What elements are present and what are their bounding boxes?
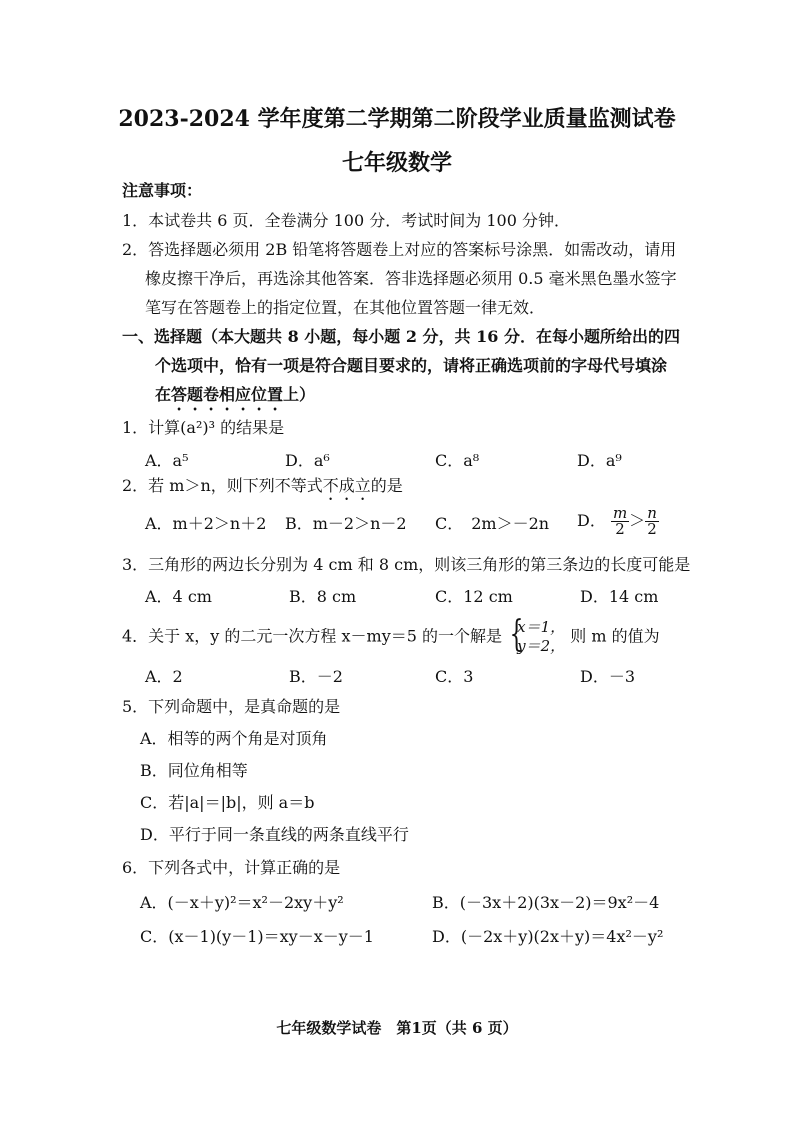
question-3-stem: 3．三角形的两边长分别为 4 cm 和 8 cm，则该三角形的第三条边的长度可能是 (122, 555, 691, 574)
question-2-stem (122, 475, 403, 504)
question-6-option-b: B．(－3x＋2)(3x－2)＝9x²－4 (432, 893, 660, 912)
question-3-option-a: A．4 cm (145, 587, 212, 606)
question-6-option-a: A．(－x＋y)²＝x²－2xy＋y² (140, 893, 344, 912)
question-1-option-c: C．a⁸ (435, 451, 480, 470)
brace-symbol: { (509, 614, 524, 655)
notes-heading: 注意事项： (122, 181, 203, 200)
question-3-option-d: D．14 cm (580, 587, 659, 606)
question-1-option-d: D．a⁹ (577, 451, 622, 470)
question-2-stem-pre: 2．若 m＞n，则下列不等式 (122, 476, 323, 495)
question-1-stem: 1．计算(a²)³ 的结果是 (122, 418, 285, 437)
fraction-n-over-2 (645, 506, 659, 537)
question-1-option-b: D．a⁶ (285, 451, 330, 470)
question-2-option-d (577, 506, 659, 537)
question-5-option-d: D．平行于同一条直线的两条直线平行 (140, 825, 409, 844)
fraction-numerator: m (612, 504, 628, 522)
question-2-option-b: B．m－2＞n－2 (285, 514, 407, 533)
section1-line-3 (155, 384, 315, 414)
note-line-4: 笔写在答题卷上的指定位置，在其他位置答题一律无效． (145, 298, 546, 317)
question-5-option-a: A．相等的两个角是对顶角 (140, 729, 328, 748)
question-6-stem: 6．下列各式中，计算正确的是 (122, 858, 341, 877)
question-5-option-c: C．若|a|＝|b|，则 a＝b (140, 793, 315, 812)
question-4-option-c: C．3 (435, 667, 474, 686)
question-2-option-c: C． 2m＞－2n (435, 514, 550, 533)
question-4-option-b: B．－2 (289, 667, 343, 686)
fraction-denominator: 2 (647, 520, 657, 538)
fraction-denominator: 2 (615, 520, 625, 538)
section1-line-2: 个选项中，恰有一项是符合题目要求的，请将正确选项前的字母代号填涂 (155, 356, 668, 375)
fraction-m-over-2 (611, 506, 629, 537)
question-2-stem-post: 的是 (370, 476, 403, 495)
question-5-stem: 5．下列命题中，是真命题的是 (122, 697, 341, 716)
question-6-option-d: D．(－2x＋y)(2x＋y)＝4x²－y² (432, 927, 664, 946)
page-title: 2023-2024 学年度第二学期第二阶段学业质量监测试卷 (118, 106, 676, 132)
question-4-stem-pre: 4．关于 x，y 的二元一次方程 x－my＝5 的一个解是 (122, 626, 503, 646)
question-4-option-a: A．2 (145, 667, 183, 686)
question-2-option-a: A．m＋2＞n＋2 (145, 514, 267, 533)
question-4-option-d: D．－3 (580, 667, 636, 686)
question-6-option-c: C．(x－1)(y－1)＝xy－x－y－1 (140, 927, 374, 946)
fraction-numerator: n (647, 504, 657, 522)
question-5-option-b: B．同位角相等 (140, 761, 248, 780)
greater-than-sign: ＞ (629, 511, 646, 530)
page-footer: 七年级数学试卷 第1页（共 6 页） (276, 1019, 518, 1037)
question-3-option-b: B．8 cm (289, 587, 357, 606)
question-4-stem-post: 则 m 的值为 (570, 626, 660, 646)
note-line-3: 橡皮擦干净后，再选涂其他答案．答非选择题必须用 0.5 毫米黑色墨水签字 (145, 269, 677, 288)
equation-system (507, 614, 566, 656)
section1-line-3-emphasis: 答题卷相应位置 (171, 385, 284, 404)
question-2-stem-emphasis: 不成立 (322, 476, 371, 495)
equation-row-2: y＝2， (517, 637, 566, 655)
note-line-1: 1．本试卷共 6 页．全卷满分 100 分．考试时间为 100 分钟． (122, 211, 570, 230)
section1-line-3-post: 上） (283, 385, 316, 404)
section1-line-3-pre: 在 (155, 385, 172, 404)
question-4-stem (122, 614, 660, 656)
question-3-option-c: C．12 cm (435, 587, 513, 606)
section1-line-1: 一、选择题（本大题共 8 小题，每小题 2 分，共 16 分．在每小题所给出的四 (122, 327, 680, 346)
question-1-option-a: A．a⁵ (145, 451, 189, 470)
note-line-2: 2．答选择题必须用 2B 铅笔将答题卷上对应的答案标号涂黑．如需改动，请用 (122, 240, 677, 259)
page-subtitle: 七年级数学 (341, 150, 452, 176)
equation-row-1: x＝1， (517, 618, 566, 636)
question-2-option-d-label: D． (577, 511, 606, 530)
